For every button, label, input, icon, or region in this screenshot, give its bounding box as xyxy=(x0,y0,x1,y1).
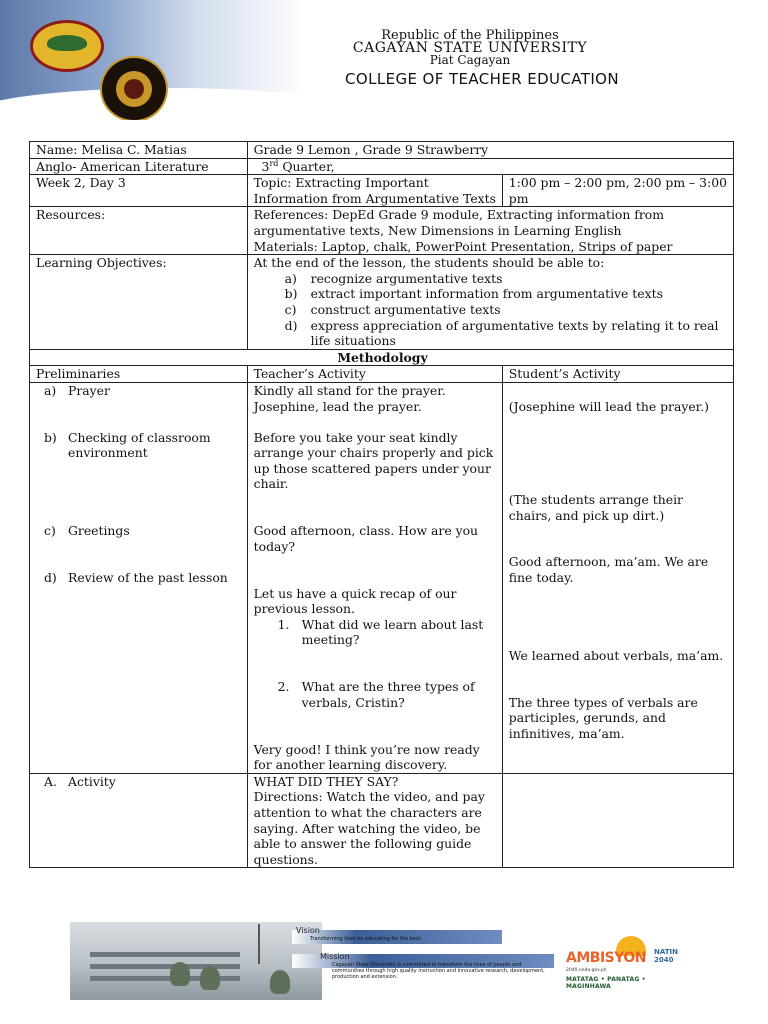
table-row xyxy=(30,773,734,868)
activity-directions: Directions: Watch the video, and pay attention to what the characters are saying. After watching the video, be able to answer the following guide questions. xyxy=(253,789,485,867)
item-letter: a) xyxy=(284,270,297,286)
student-answer-2: The three types of verbals are participles, gerunds, and infinitives, ma’am. xyxy=(508,694,698,741)
column-header-student: Student’s Activity xyxy=(502,366,733,383)
item-letter: b) xyxy=(284,286,298,302)
item-text: express appreciation of argumentative texts by relating it to real life situations xyxy=(310,317,719,349)
ambisyon-tagline: MATATAG • PANATAG • MAGINHAWA xyxy=(566,976,646,990)
grade-cell: Grade 9 Lemon , Grade 9 Strawberry xyxy=(247,142,733,159)
table-row xyxy=(30,142,734,159)
column-header-preliminaries: Preliminaries xyxy=(30,366,248,383)
ambisyon-logo xyxy=(566,936,686,998)
week-cell: Week 2, Day 3 xyxy=(30,175,248,207)
objectives-intro: At the end of the lesson, the students should be able to: xyxy=(253,255,605,271)
vision-label: Vision xyxy=(296,926,320,935)
quarter-suffix: rd xyxy=(269,158,279,168)
letterhead xyxy=(0,0,768,120)
footer-banner xyxy=(70,918,710,1002)
prelim-prayer: a) Prayer xyxy=(44,382,110,398)
college-seal-logo xyxy=(100,56,168,120)
college-name: COLLEGE OF TEACHER EDUCATION xyxy=(345,70,619,88)
activity-student-cell xyxy=(502,773,733,868)
list-item xyxy=(285,286,729,302)
list-item xyxy=(285,271,729,287)
objectives-cell xyxy=(247,255,733,350)
campus-building-image xyxy=(70,922,322,1000)
activity-title: WHAT DID THEY SAY? xyxy=(253,773,399,789)
table-row xyxy=(30,207,734,255)
item-text: construct argumentative texts xyxy=(310,301,501,317)
prelim-greetings: c) Greetings xyxy=(44,523,130,539)
table-row xyxy=(30,382,734,773)
references-text: References: DepEd Grade 9 module, Extracting information from argumentative texts, New Dimensions in Learning English xyxy=(253,207,664,238)
lesson-plan-table xyxy=(29,141,734,868)
materials-text: Materials: Laptop, chalk, PowerPoint Presentation, Strips of paper xyxy=(253,238,673,254)
item-text: extract important information from argumentative texts xyxy=(310,286,663,302)
methodology-heading: Methodology xyxy=(30,349,734,366)
teacher-recap: Let us have a quick recap of our previous lesson. xyxy=(253,585,457,617)
teacher-classroom: Before you take your seat kindly arrange your chairs properly and pick up those scattered papers under your chair. xyxy=(253,429,494,492)
ambisyon-word: AMBISYON xyxy=(566,950,646,966)
objectives-list xyxy=(254,271,729,349)
topic-cell: Topic: Extracting Important Information from Argumentative Texts xyxy=(247,175,502,207)
ambisyon-url: 2040.neda.gov.ph xyxy=(566,968,607,973)
university-name: CAGAYAN STATE UNIVERSITY xyxy=(352,40,588,56)
item-letter: d) xyxy=(284,317,298,333)
resources-cell xyxy=(247,207,733,255)
teacher-closing: Very good! I think you’re now ready for another learning discovery. xyxy=(253,741,480,773)
table-row xyxy=(30,175,734,207)
preliminaries-cell xyxy=(30,382,248,773)
resources-label: Resources: xyxy=(30,207,248,255)
quarter-text: Quarter, xyxy=(278,158,335,174)
subject-cell: Anglo- American Literature xyxy=(30,158,248,175)
teacher-activity-cell xyxy=(247,382,502,773)
list-item xyxy=(285,302,729,318)
teacher-prayer: Kindly all stand for the prayer. Josephine, lead the prayer. xyxy=(253,382,446,414)
prelim-activity: A. Activity xyxy=(44,773,116,789)
student-prayer: (Josephine will lead the prayer.) xyxy=(508,398,710,414)
prelim-checking: b) Checking of classroom environment xyxy=(44,429,211,461)
ambisyon-year: NATIN 2040 xyxy=(654,948,678,964)
mission-label: Mission xyxy=(320,952,350,961)
item-letter: c) xyxy=(284,301,297,317)
campus-name: Piat Cagayan xyxy=(429,53,511,67)
table-row xyxy=(30,158,734,175)
table-row xyxy=(30,349,734,366)
teacher-question-1: 1. What did we learn about last meeting? xyxy=(277,616,484,648)
vision-text: Transforming lives by educating for the best. xyxy=(310,936,423,942)
university-seal-logo xyxy=(30,20,104,72)
table-row xyxy=(30,255,734,350)
column-header-teacher: Teacher’s Activity xyxy=(247,366,502,383)
activity-cell xyxy=(30,773,248,868)
republic-line: Republic of the Philippines xyxy=(381,28,559,43)
prelim-review: d) Review of the past lesson xyxy=(44,570,228,586)
student-greeting: Good afternoon, ma’am. We are fine today. xyxy=(508,554,709,586)
quarter-number: 3 xyxy=(261,158,270,174)
student-answer-1: We learned about verbals, ma’am. xyxy=(508,648,724,663)
student-arrange: (The students arrange their chairs, and pick up dirt.) xyxy=(508,492,683,523)
quarter-cell xyxy=(247,158,733,175)
name-cell: Name: Melisa C. Matias xyxy=(30,142,248,159)
list-item xyxy=(285,318,729,349)
teacher-greeting: Good afternoon, class. How are you today? xyxy=(253,523,479,554)
table-row xyxy=(30,366,734,383)
activity-teacher-cell xyxy=(247,773,502,868)
objectives-label: Learning Objectives: xyxy=(30,255,248,350)
time-cell: 1:00 pm – 2:00 pm, 2:00 pm – 3:00 pm xyxy=(502,175,733,207)
mission-text: Cagayan State University is committed to transform the lives of people and communities through high quality instruction and innovative research, development, production and extension. xyxy=(332,962,545,980)
student-activity-cell xyxy=(502,382,733,773)
teacher-question-2: 2. What are the three types of verbals, Cristin? xyxy=(277,679,475,710)
item-text: recognize argumentative texts xyxy=(310,270,503,286)
